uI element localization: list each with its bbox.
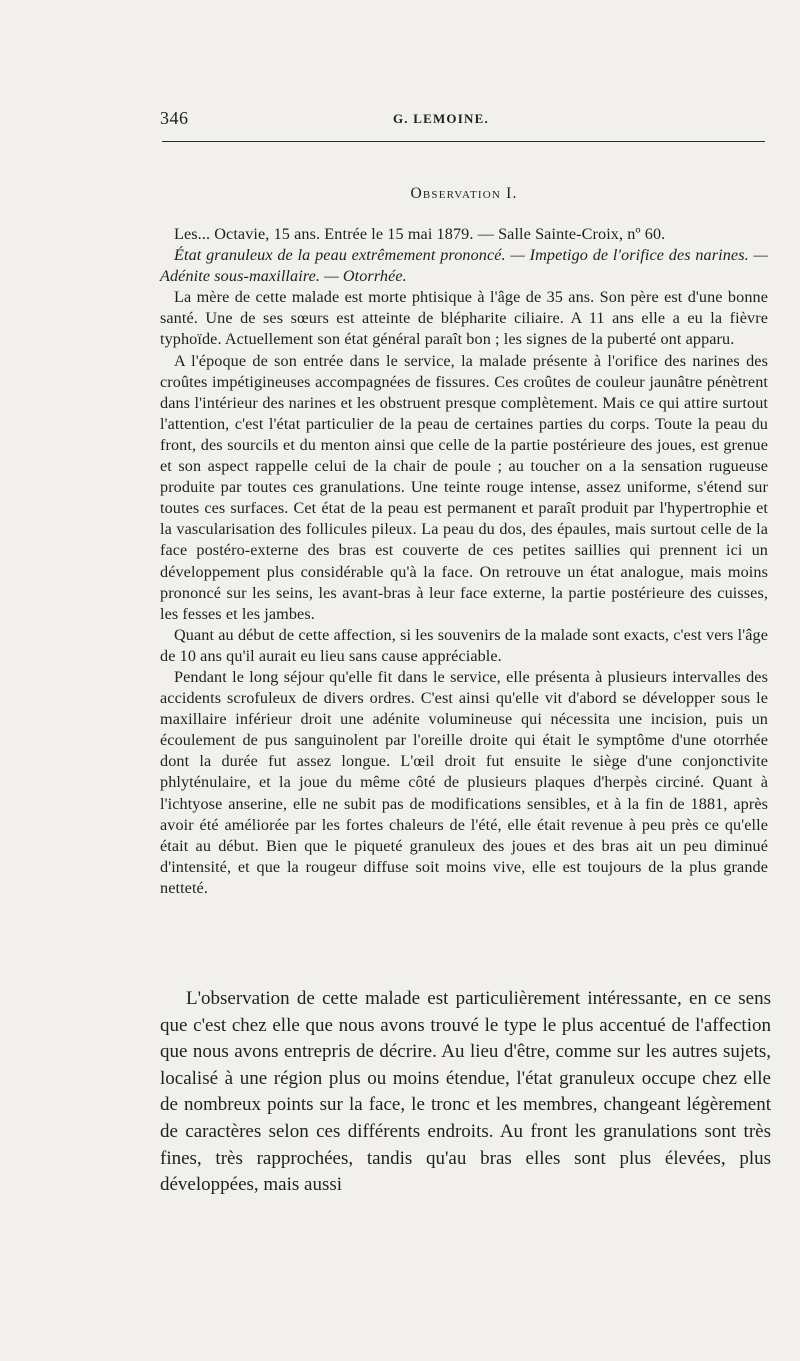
main-text [160,986,771,1199]
observation-title: Observation I. [410,185,518,202]
main-paragraph: L'observation de cette malade est particulièrement intéressante, en ce sens que c'est chez elle que nous avons trouvé le type le plus accentué de l'affection que nous avons entrepris de décrire. Au lieu d'être, comme sur les autres sujets, localisé à une région plus ou moins étendue, l'état granuleux occupe chez elle de nombreux points sur la face, le tronc et les membres, changeant légèrement de caractères selon ces différents endroits. Au front les granulations sont très fines, très rapprochées, tandis qu'au bras elles sont plus élevées, plus développées, mais aussi [160,988,771,1196]
observation-paragraph-antecedents: La mère de cette malade est morte phtisique à l'âge de 35 ans. Son père est d'une bonne santé. Une de ses sœurs est atteinte de blépharite ciliaire. A 11 ans elle a eu la fièvre typhoïde. Actuellement son état général paraît bon ; les signes de la puberté ont apparu. [160,288,768,349]
observation-paragraph-identity: Les... Octavie, 15 ans. Entrée le 15 mai 1879. — Salle Sainte-Croix, nº 60. [174,225,666,243]
diagnosis-italic: État granuleux de la peau extrêmement prononcé. — Impetigo de l'orifice des narines. — Adénite sous-maxillaire. — Otorrhée. [160,246,768,286]
observation-paragraph-course: Pendant le long séjour qu'elle fit dans le service, elle présenta à plusieurs intervalles des accidents scrofuleux de divers ordres. C'est ainsi qu'elle vit d'abord se développer sous le maxillaire inférieur droit une adénite volumineuse qui nécessita une incision, puis un écoulement de pus sanguinolent par l'oreille droite qui était le symptôme d'une otorrhée dont la durée fut assez longue. L'œil droit fut ensuite le siège d'une conjonctivite phlyténulaire, et la joue du même côté de plusieurs plaques d'herpès circiné. Quant à l'ichtyose anserine, elle ne subit pas de modifications sensibles, et à la fin de 1881, après avoir été améliorée par les fortes chaleurs de l'été, elle était revenue à peu près ce qu'elle était au début. Bien que le piqueté granuleux des joues et des bras ait un peu diminué d'intensité, et que la rougeur diffuse soit moins vive, elle est toujours de la plus grande netteté. [160,667,768,897]
page-number: 346 [160,108,189,128]
header-rule [162,141,765,142]
observation-paragraph-onset: Quant au début de cette affection, si les souvenirs de la malade sont exacts, c'est vers l'âge de 10 ans qu'il aurait eu lieu sans cause appréciable. [160,625,768,665]
observation-paragraph-diagnosis [160,245,768,287]
running-head: G. LEMOINE. [393,111,489,126]
page-header [160,108,768,132]
observation-text [160,224,768,899]
observation-paragraph-examination: A l'époque de son entrée dans le service, la malade présente à l'orifice des narines des croûtes impétigineuses accompagnées de fissures. Ces croûtes de couleur jaunâtre pénètrent dans l'intérieur des narines et les obstruent presque complètement. Mais ce qui attire surtout l'attention, c'est l'état particulier de la peau de certaines parties du corps. Toute la peau du front, des sourcils et du menton ainsi que celle de la partie postérieure des joues, est grenue et son aspect rappelle celui de la chair de poule ; au toucher on a la sensation rugueuse produite par toutes ces granulations. Une teinte rouge intense, assez uniforme, s'étend sur toutes ces surfaces. Cet état de la peau est permanent et paraît produit par l'hypertrophie et la vascularisation des follicules pileux. La peau du dos, des épaules, mais surtout celle de la face postéro-externe des bras est couverte de ces petites saillies qui prennent ici un développement plus considérable qu'à la face. On retrouve un état analogue, mais moins prononcé sur les seins, les avant-bras à leur face externe, la partie postérieure des cuisses, les fesses et les jambes. [160,351,768,623]
